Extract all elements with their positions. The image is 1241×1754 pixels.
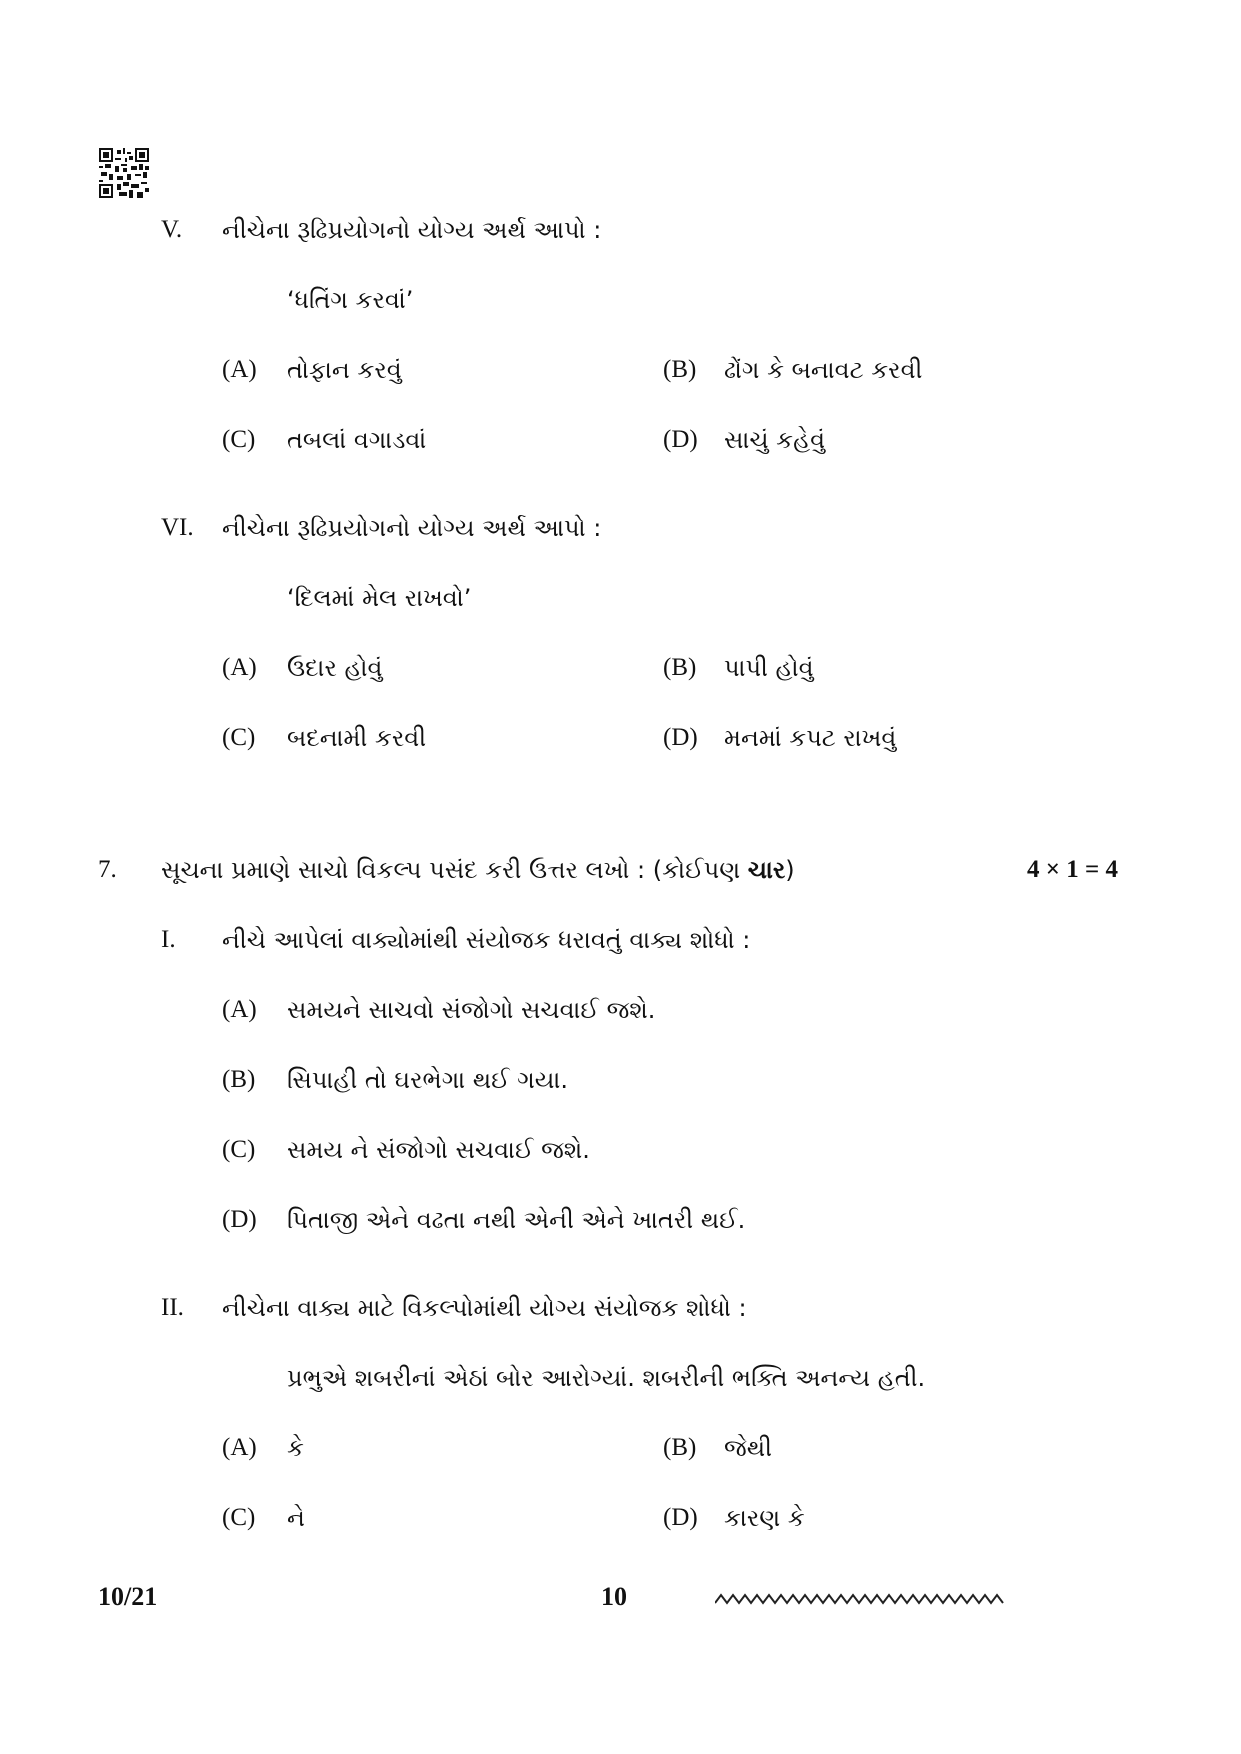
option-text-b: ઢોંગ કે બનાવટ કરવી bbox=[724, 356, 923, 384]
option-text-a: ઉદાર હોવું bbox=[287, 654, 383, 682]
question-number-i: I. bbox=[161, 926, 176, 953]
idiom-phrase-vi: ‘દિલમાં મેલ રાખવો’ bbox=[287, 584, 472, 612]
option-text-b: જેથી bbox=[724, 1434, 772, 1462]
option-label-b: (B) bbox=[663, 1434, 697, 1461]
option-label-d: (D) bbox=[663, 1504, 698, 1531]
option-text-d: પિતાજી એને વઢતા નથી એની એને ખાતરી થઈ. bbox=[287, 1206, 746, 1234]
question-instruction-v: નીચેના રૂઢિપ્રયોગનો યોગ્ય અર્થ આપો : bbox=[222, 216, 602, 244]
option-text-b: પાપી હોવું bbox=[724, 654, 814, 682]
option-label-d: (D) bbox=[663, 724, 698, 751]
paper-code: 10/21 bbox=[98, 1582, 158, 1611]
option-label-c: (C) bbox=[222, 724, 256, 751]
option-text-c: ને bbox=[287, 1504, 305, 1532]
option-label-a: (A) bbox=[222, 996, 257, 1023]
option-label-b: (B) bbox=[663, 654, 697, 681]
option-text-d: કારણ કે bbox=[724, 1504, 805, 1532]
question-instruction-i: નીચે આપેલાં વાક્યોમાંથી સંયોજક ધરાવતું વાક્ય શોધો : bbox=[222, 926, 751, 954]
option-text-c: સમય ને સંજોગો સચવાઈ જશે. bbox=[287, 1136, 590, 1164]
question-number-vi: VI. bbox=[161, 514, 194, 541]
instruction-emphasis: ચાર bbox=[747, 856, 786, 884]
option-label-a: (A) bbox=[222, 1434, 257, 1461]
option-text-a: કે bbox=[287, 1434, 304, 1462]
option-text-d: મનમાં કપટ રાખવું bbox=[724, 724, 897, 752]
question-instruction-ii: નીચેના વાક્ય માટે વિકલ્પોમાંથી યોગ્ય સંયોજક શોધો : bbox=[222, 1294, 747, 1322]
option-label-a: (A) bbox=[222, 356, 257, 383]
idiom-phrase-v: ‘ધતિંગ કરવાં’ bbox=[287, 286, 414, 314]
question-number-v: V. bbox=[161, 216, 183, 243]
option-text-c: બદનામી કરવી bbox=[287, 724, 427, 752]
wavy-rule bbox=[715, 1591, 1005, 1609]
option-label-d: (D) bbox=[222, 1206, 257, 1233]
question-instruction-7: સૂચના પ્રમાણે સાચો વિકલ્પ પસંદ કરી ઉત્તર લખો : (કોઈપણ ચાર) bbox=[161, 856, 795, 884]
marks-allocation: 4 × 1 = 4 bbox=[1027, 856, 1118, 883]
qr-code bbox=[99, 148, 149, 198]
option-text-c: તબલાં વગાડવાં bbox=[287, 426, 427, 454]
option-label-b: (B) bbox=[663, 356, 697, 383]
option-text-a: સમયને સાચવો સંજોગો સચવાઈ જશે. bbox=[287, 996, 656, 1024]
question-instruction-vi: નીચેના રૂઢિપ્રયોગનો યોગ્ય અર્થ આપો : bbox=[222, 514, 602, 542]
question-number-ii: II. bbox=[161, 1294, 184, 1321]
option-text-a: તોફાન કરવું bbox=[287, 356, 402, 384]
option-label-c: (C) bbox=[222, 1136, 256, 1163]
option-text-b: સિપાહી તો ઘરભેગા થઈ ગયા. bbox=[287, 1066, 568, 1094]
option-label-a: (A) bbox=[222, 654, 257, 681]
option-text-d: સાચું કહેવું bbox=[724, 426, 826, 454]
question-sentence-ii: પ્રભુએ શબરીનાં એઠાં બોર આરોગ્યાં. શબરીની ભક્તિ અનન્ય હતી. bbox=[287, 1364, 926, 1392]
page-number: 10 bbox=[601, 1582, 627, 1611]
option-label-d: (D) bbox=[663, 426, 698, 453]
question-number-7: 7. bbox=[98, 856, 117, 883]
option-label-b: (B) bbox=[222, 1066, 256, 1093]
option-label-c: (C) bbox=[222, 1504, 256, 1531]
option-label-c: (C) bbox=[222, 426, 256, 453]
